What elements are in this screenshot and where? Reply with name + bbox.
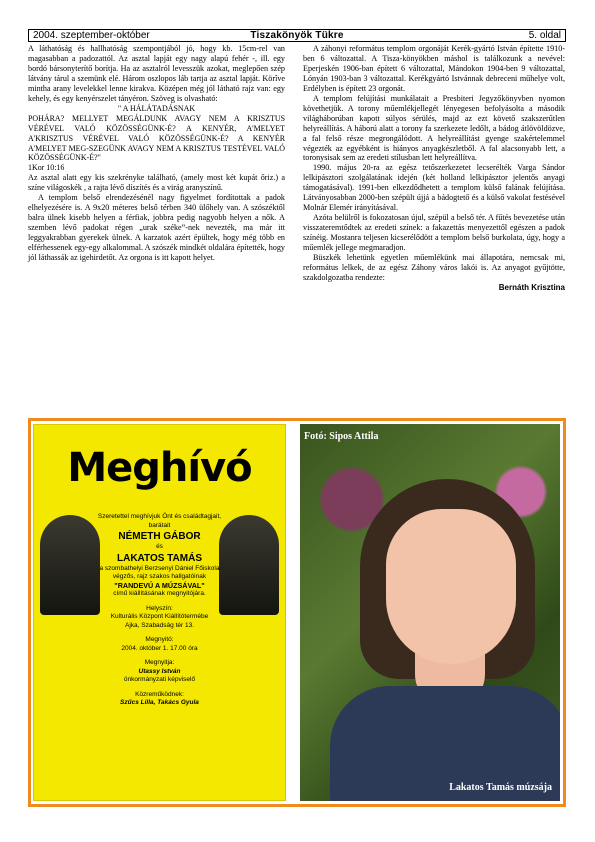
helpers-label: Közreműködnek: xyxy=(135,690,184,698)
poster-and: és xyxy=(156,543,163,550)
photo-credit: Fotó: Sipos Attila xyxy=(304,431,379,442)
poster-body xyxy=(88,513,231,708)
opener-label: Megnyitja: xyxy=(144,659,175,666)
poster-opening: című kiállításának megnyitójára. xyxy=(113,590,206,597)
portrait-face xyxy=(386,509,516,664)
paragraph: Az asztal alatt egy kis szekrénykе található, (amely most két kupát őriz.) a színe világoskék , a rajta lévő díszítés és a virág aranyszínű. xyxy=(28,173,285,193)
author-signature: Bernáth Krisztina xyxy=(498,282,565,292)
paragraph: Büszkék lehetünk egyetlen műemlékünk mai állapotára, nemcsak mi, református lelkek, de az egész Záhony város lakói is. Az anyagot gyűjtötte, szakdolgozatba rendezte: xyxy=(303,253,565,282)
inscription-text: POHÁRA? MELLYET MEGÁLDUNK AVAGY NEM A KRISZTUS VÉRÉVEL VALÓ KÖZÖSSÉGÜNK-É? A KENYÉR, A'MELYET A'KRISZTUS VÉRÉVEL VALÓ KÖZÖSSÉGÜNK-É? A KENYÉR A'MELYET MEG-SZEGÜNK AVAGY NEM A KRISZTUS TESTÉVEL VALÓ KÖZÖSSÉGÜNK-É?" xyxy=(28,113,285,163)
poster-invite: Szeretettel meghívjuk Önt és családtagjait, barátait xyxy=(97,513,222,529)
paragraph: Azóta belülről is fokozatosan újul, szépül a belső tér. A fűtés bevezetése után visszateremtődtek az eredeti színek: a fakazettás menyezettől egészen a padok színéig. Mostanra teljesen kicserélődött a templom belső burkolata, úgy, hogy a műemlék jellege megmaradjon. xyxy=(303,213,565,253)
invitation-poster xyxy=(33,424,286,801)
paragraph: A templom belső elrendezésénél nagy figyelmet fordítottak a padok elhelyezésére is. A 9x20 méteres belső térben 340 ülőhely van. A szószéktől balra ülnek kisebb helyen a férfiak, jobbra pedig nagyobb helyen a nők. A szemben lévő padokat régen „urak széke”-nek nevezték, ma már itt leggyakrabban gyerekek ülnek. A karzatok azért épültek, hogy még több en elférhessenek egy-egy alkalommal. A szószék mindkét oldalára építették, hogy jól láthassák az igehirdetőt. Az orgona is itt kapott helyet. xyxy=(28,193,285,263)
paragraph: A templom felújítási munkálatait a Presbiteri Jegyzőkönyvben nyomon követhetjük. A torony műemlékjellegét lényegesen befolyásolta a második világháborúban kapott súlyos sérülés, majd az ezt követő szakszerűtlen helyreállítás. A háború alatt a torony fa szerkezete ledőlt, a bádog átlövöldözve, a fal felső része megrongálódott. A helyreállítást gyenge szakértelemmel végezték az egyébként is hiányos anyagkészletből. A fal alacsonyabb lett, a toronysisak sem az eredeti stílusban lett helyreállítva. xyxy=(303,93,565,163)
opener-role: önkormányzati képviselő xyxy=(123,676,196,683)
artist-name-1: NÉMETH GÁBOR xyxy=(118,531,201,542)
inscription xyxy=(28,104,285,174)
venue-label: Helyszín: xyxy=(146,604,173,612)
issue-date: 2004. szeptember-október xyxy=(33,30,150,41)
date-label: Megnyitó: xyxy=(145,636,174,643)
page-number: 5. oldal xyxy=(528,30,561,41)
opener-name: Utassy István xyxy=(138,667,181,675)
artist-name-2: LAKATOS TAMÁS xyxy=(117,552,202,564)
left-column xyxy=(28,44,285,263)
portrait-photo xyxy=(300,424,560,801)
venue-address: Ajka, Szabadság tér 13. xyxy=(124,621,194,629)
inscription-reference: 1Kor 10:16 xyxy=(28,163,65,173)
paragraph: 1990. május 20-ra az egész tetőszerkezetet lecserélték Varga Sándor lelkipásztori szolgálatának idején (két holland lelkipásztor jelentős anyagi támogatásával). 1991-ben elkezdődhetett a templom külső falának felújítása. Látványosabban 2000-ben szépült újjá a bádogtető és a külső vakolat festésével Molnár Elemér irányításával. xyxy=(303,163,565,213)
page-header xyxy=(28,29,566,42)
paragraph: A záhonyi református templom orgonáját Kerék-gyártó István építette 1910-ben 6 változattal. A Tisza-könyökben máshol is találkozunk a nevével: Eperjeskén 1906-ban épített 6 változattal, Mándokon 1904-ben 9 változattal, Lónyán 1903-ban 3 változattal. Kerékgyártó Istvánnak debreceni műhelye volt, Erdélyben is épített 23 orgonát. xyxy=(303,44,565,93)
right-column xyxy=(303,44,565,293)
photo-caption: Lakatos Tamás múzsája xyxy=(449,782,552,793)
inscription-title: " A HÁLÁTADÁSNAK xyxy=(117,103,196,113)
newspaper-title: Tiszakönyök Tükre xyxy=(250,30,344,41)
venue: Kulturális Központ Kiállítótermébe xyxy=(110,613,209,620)
event-date: 2004. október 1. 17.00 óra xyxy=(121,644,198,652)
paragraph: A láthatóság és hallhatóság szempontjából jó, hogy kb. 15cm-rel van magasabban a padozattól. Az asztal lapját egy nagy alapú fehér -, ill. egy bordó bársonyterítő borítja. Ha az asztalról levesszük azokat, meglepően szép látvány tárul a szemünk elé. Három oszlopos láb tartja az asztal lapját. Körîve mintha arany levelekkel lenne kirakva. Középen még jól látható rajz van: egy kehely, és egy kenyérszelet tányéron. Szöveg is olvasható: xyxy=(28,44,285,103)
exhibition-title: "RANDEVÚ A MÚZSÁVAL" xyxy=(114,580,205,590)
helpers-names: Szűcs Lilla, Takács Gyula xyxy=(120,699,199,706)
poster-title: Meghívó xyxy=(67,445,252,491)
poster-school: a szombathelyi Berzsenyi Dániel Főiskola végzős, rajz szakos hallgatóinak xyxy=(99,564,220,580)
